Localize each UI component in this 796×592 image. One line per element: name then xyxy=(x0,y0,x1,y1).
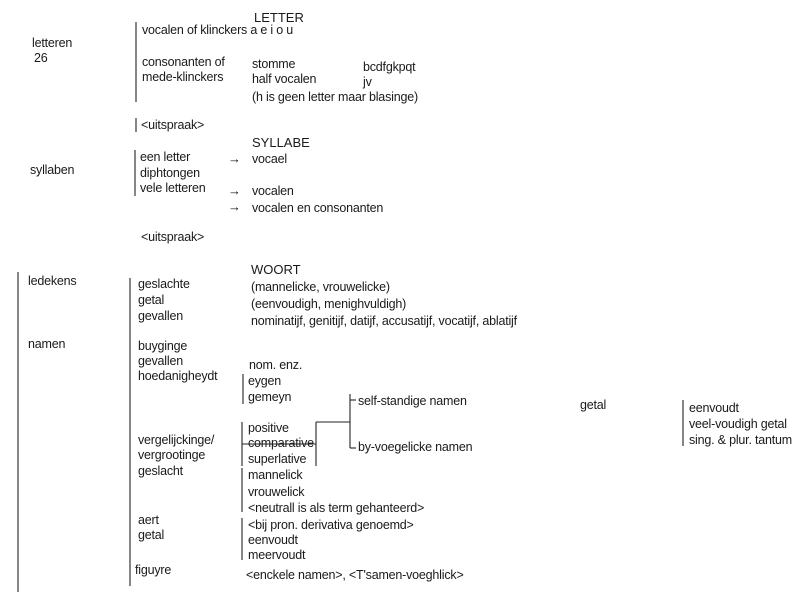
getal2-value: meervoudt xyxy=(248,548,306,562)
syllabe-uitspraak: <uitspraak> xyxy=(141,230,205,244)
letteren-count: 26 xyxy=(34,51,48,65)
woort-item: gevallen xyxy=(138,309,183,323)
arrow-icon: → xyxy=(228,199,241,214)
namen-label: namen xyxy=(28,337,66,351)
syllabe-target: vocalen en consonanten xyxy=(252,201,384,215)
aert-label: aert xyxy=(138,513,159,527)
woort-value: nominatijf, genitijf, datijf, accusatijf, vocatijf, ablatijf xyxy=(251,314,517,328)
eygen-value: eygen xyxy=(248,374,282,388)
getal2-value: eenvoudt xyxy=(248,533,298,547)
hoedanigheydt-label: hoedanigheydt xyxy=(138,369,218,383)
self-standige-label: self-standige namen xyxy=(358,394,467,408)
syllabe-item: vele letteren xyxy=(140,181,206,195)
consonants-label-1: consonanten of xyxy=(142,55,225,69)
woort-heading: WOORT xyxy=(251,262,301,277)
geslacht-value: <neutrall is als term gehanteerd> xyxy=(248,501,425,515)
ledekens-label: ledekens xyxy=(28,274,77,288)
syllabe-target: vocael xyxy=(252,152,287,166)
consonants-label-2: mede-klinckers xyxy=(142,70,224,84)
figuyre-label: figuyre xyxy=(135,563,172,577)
letter-uitspraak: <uitspraak> xyxy=(141,118,205,132)
stomme-letters: bcdfgkpqt xyxy=(363,60,416,74)
degree-value: comparative xyxy=(248,436,314,450)
woort-item: getal xyxy=(138,293,165,307)
getal2-label: getal xyxy=(138,528,165,542)
woort-item: geslachte xyxy=(138,277,190,291)
syllabe-target: vocalen xyxy=(252,184,294,198)
degree-value: superlative xyxy=(248,452,307,466)
syllabe-item: een letter xyxy=(140,150,191,164)
getal-value: eenvoudt xyxy=(689,401,739,415)
half-vocalen-letters: jv xyxy=(363,75,372,89)
getal-label: getal xyxy=(580,398,607,412)
letter-heading: LETTER xyxy=(254,10,304,25)
buyginge-label: buyginge xyxy=(138,339,188,353)
aert-value: <bij pron. derivativa genoemd> xyxy=(248,518,414,532)
figuyre-value: <enckele namen>, <T'samen-voeghlick> xyxy=(246,568,464,582)
stomme-label: stomme xyxy=(252,57,296,71)
letteren-label: letteren xyxy=(32,36,73,50)
vergelijckinge-label: vergelijckinge/ xyxy=(138,433,215,447)
geslacht-value: vrouwelick xyxy=(248,485,305,499)
h-note: (h is geen letter maar blasinge) xyxy=(252,90,418,104)
syllabe-item: diphtongen xyxy=(140,166,200,180)
degree-value: positive xyxy=(248,421,289,435)
nom-value: nom. enz. xyxy=(249,358,303,372)
getal-value: veel-voudigh getal xyxy=(689,417,787,431)
by-voegelicke-label: by-voegelicke namen xyxy=(358,440,473,454)
getal-value: sing. & plur. tantum xyxy=(689,433,793,447)
arrow-icon: → xyxy=(228,151,241,166)
vergrootinge-label: vergrootinge xyxy=(138,448,206,462)
gevallen-label: gevallen xyxy=(138,354,183,368)
woort-value: (mannelicke, vrouwelicke) xyxy=(251,280,390,294)
half-vocalen-label: half vocalen xyxy=(252,72,317,86)
syllaben-label: syllaben xyxy=(30,163,75,177)
gemeyn-value: gemeyn xyxy=(248,390,292,404)
arrow-icon: → xyxy=(228,183,241,198)
woort-value: (eenvoudigh, menighvuldigh) xyxy=(251,297,407,311)
geslacht-value: mannelick xyxy=(248,468,303,482)
geslacht-label: geslacht xyxy=(138,464,183,478)
syllabe-heading: SYLLABE xyxy=(252,135,310,150)
vowels-line: vocalen of klinckers a e i o u xyxy=(142,23,294,37)
